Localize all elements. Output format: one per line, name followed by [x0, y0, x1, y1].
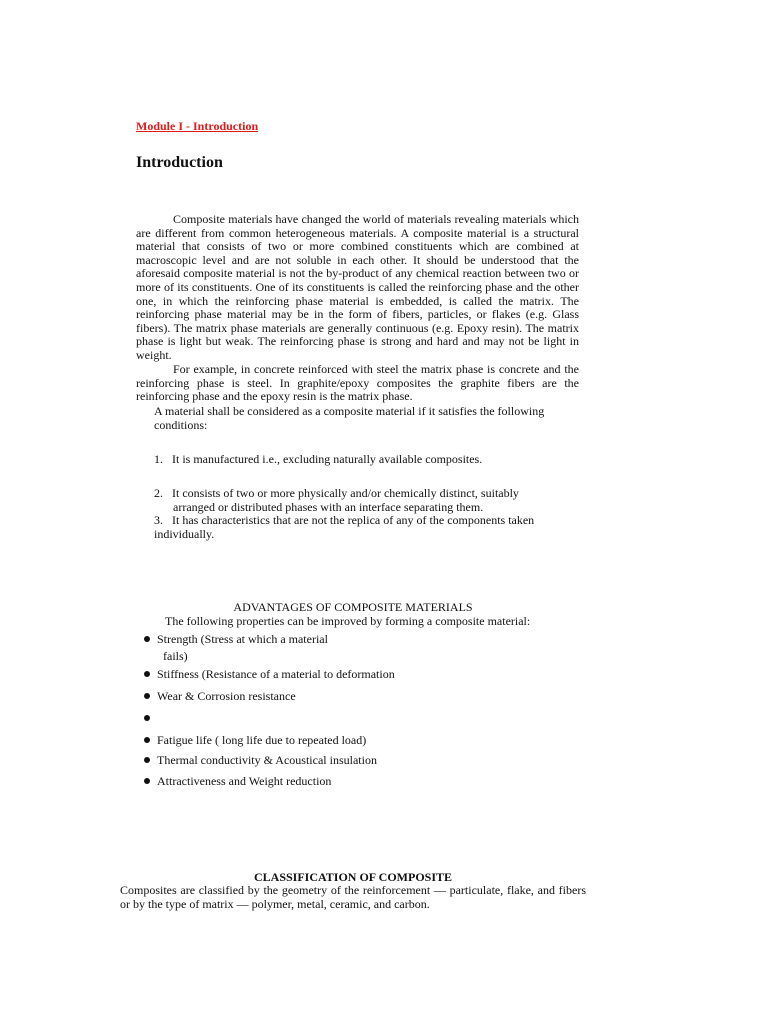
conditions-intro: A material shall be considered as a composite material if it satisfies the following conditions:: [154, 404, 545, 432]
classification-heading: CLASSIFICATION OF COMPOSITE: [253, 870, 453, 884]
condition-number: 1.: [154, 452, 163, 466]
condition-text: It consists of two or more physically and/or chemically distinct, suitably: [172, 486, 519, 500]
example-paragraph: For example, in concrete reinforced with steel the matrix phase is concrete and the reinforcing phase is steel. In graphite/epoxy composites the graphite fibers are the reinforcing phase and the epoxy resin is the matrix phase.: [136, 362, 579, 404]
condition-text: It has characteristics that are not the replica of any of the components taken: [172, 513, 535, 527]
advantages-intro: The following properties can be improved by forming a composite material:: [165, 614, 531, 628]
condition-item-3: [154, 513, 574, 541]
condition-text-continued: arranged or distributed phases with an interface separating them.: [173, 500, 484, 514]
bullet-icon: [144, 737, 150, 743]
list-item: [143, 774, 443, 788]
list-item-text-continued: fails): [163, 649, 188, 663]
condition-item-2: [154, 486, 574, 514]
advantages-heading: ADVANTAGES OF COMPOSITE MATERIALS: [233, 600, 473, 614]
list-item-text: Strength (Stress at which a material: [157, 632, 328, 646]
list-item-text: Thermal conductivity & Acoustical insulation: [157, 753, 377, 767]
condition-item-1: [154, 452, 574, 466]
list-item: [143, 667, 443, 681]
bullet-icon: [144, 778, 150, 784]
condition-number: 2.: [154, 486, 163, 500]
list-item: [143, 733, 443, 747]
bullet-icon: [144, 715, 150, 721]
condition-text-continued: individually.: [154, 527, 215, 541]
condition-number: 3.: [154, 513, 163, 527]
classification-paragraph: Composites are classified by the geometry of the reinforcement — particulate, flake, and fibers or by the type of matrix — polymer, metal, ceramic, and carbon.: [120, 883, 586, 911]
bullet-icon: [144, 671, 150, 677]
list-item-text: Wear & Corrosion resistance: [157, 689, 296, 703]
list-item-text: Fatigue life ( long life due to repeated load): [157, 733, 367, 747]
list-item: [143, 632, 443, 663]
bullet-icon: [144, 636, 150, 642]
list-item: [143, 689, 443, 703]
module-link[interactable]: Module I - Introduction: [136, 119, 259, 133]
list-item-text: Attractiveness and Weight reduction: [157, 774, 332, 788]
list-item: [143, 711, 443, 725]
advantages-list: [143, 628, 443, 788]
condition-text: It is manufactured i.e., excluding naturally available composites.: [172, 452, 483, 466]
intro-paragraph: Composite materials have changed the world of materials revealing materials which are different from common heterogeneous materials. A composite material is a structural material that consists of two or more combined constituents which are combined at macroscopic level and are not soluble in each other. It should be understood that the aforesaid composite material is not the by-product of any chemical reaction between two or more of its constituents. One of its constituents is called the reinforcing phase and the other one, in which the reinforcing phase material is embedded, is called the matrix. The reinforcing phase material may be in the form of fibers, particles, or flakes (e.g. Glass fibers). The matrix phase materials are generally continuous (e.g. Epoxy resin). The matrix phase is light but weak. The reinforcing phase is strong and hard and may not be light in weight.: [136, 212, 579, 362]
list-item-text: Stiffness (Resistance of a material to deformation: [157, 667, 395, 681]
bullet-icon: [144, 757, 150, 763]
bullet-icon: [144, 693, 150, 699]
list-item: [143, 753, 443, 767]
page-title: Introduction: [136, 154, 223, 171]
